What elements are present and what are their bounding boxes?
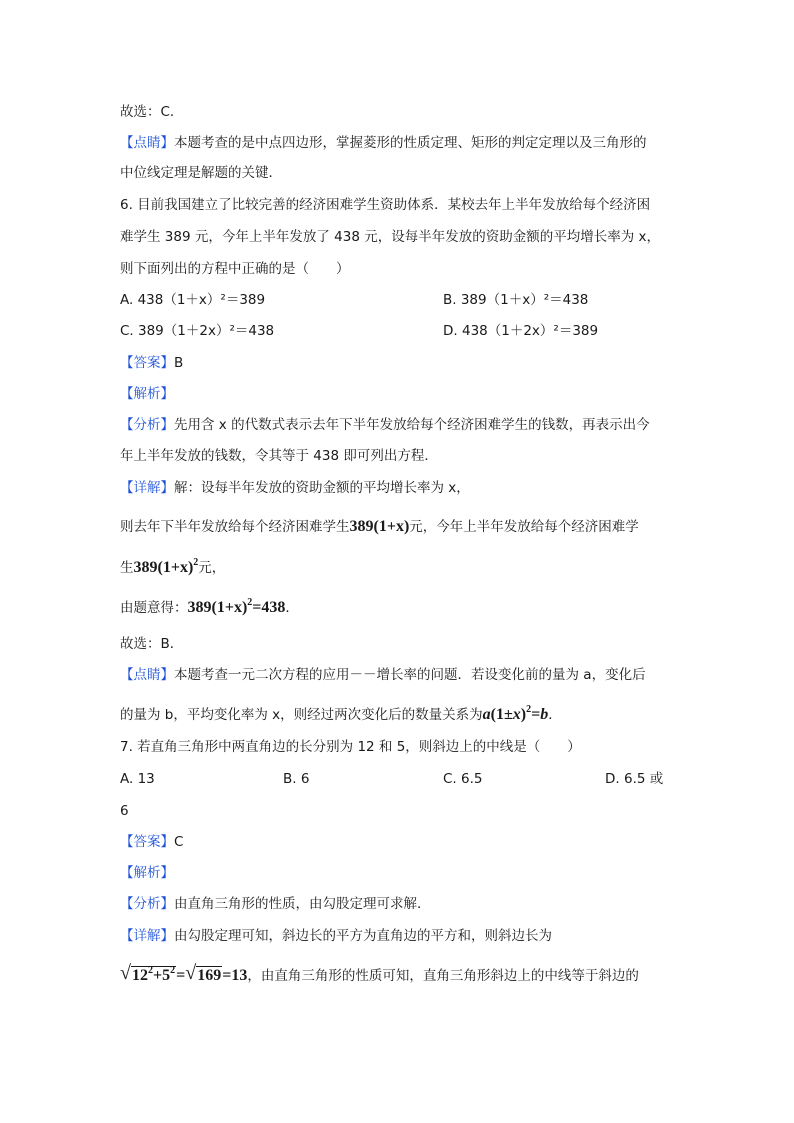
detail-text-2b: 元，今年上半年发放给每个经济困难学	[409, 519, 639, 535]
conclusion-line-5: 故选：C．	[120, 104, 184, 120]
comment-tag: 【点睛】	[120, 135, 174, 151]
q7-option-c: C. 6.5	[443, 771, 483, 787]
formula-mid: (1±	[490, 706, 513, 723]
q7-detail-line-2	[120, 962, 639, 985]
formula-base: 389(1+x)	[133, 559, 194, 576]
formula-a-1-pm-x-squared-eq-b	[483, 706, 549, 723]
q6-detail	[120, 479, 470, 497]
q6-detail-line-3	[120, 559, 225, 577]
analysis-tag: 【分析】	[120, 896, 174, 912]
radical-icon: √	[185, 962, 197, 984]
sqrt-169-value: 169	[197, 967, 222, 984]
detail-text-2b: ，由直角三角形的性质可知，直角三角形斜边上的中线等于斜边的	[247, 968, 639, 984]
analysis-tag: 【分析】	[120, 417, 174, 433]
q6-detail-line-2	[120, 518, 639, 536]
formula-exponent: 2	[193, 557, 199, 568]
answer-tag: 【答案】	[120, 834, 174, 850]
detail-text-4a: 由题意得：	[120, 600, 188, 616]
sqrt-term-5: +5	[153, 967, 171, 984]
sqrt-169	[185, 962, 222, 985]
q6-answer	[120, 354, 183, 372]
q6-analysis-cont: 年上半年发放的钱数，令其等于 438 即可列出方程．	[120, 448, 438, 464]
detail-text-3b: 元，	[198, 560, 226, 576]
answer-value: B	[174, 355, 184, 371]
answer-value: C	[174, 834, 184, 850]
comment-tag: 【点睛】	[120, 667, 174, 683]
q7-option-a: A. 13	[120, 771, 155, 787]
sqrt-exp-2: 2	[170, 965, 176, 976]
formula-a: a	[482, 706, 491, 723]
sqrt-12-5	[120, 962, 176, 985]
formula-389-1-plus-x-squared	[134, 559, 199, 576]
q6-option-a: A. 438（1＋x）²＝389	[120, 292, 266, 308]
formula-389-1-plus-x: 389(1+x)	[349, 518, 410, 535]
detail-tag: 【详解】	[120, 928, 174, 944]
comment-text-2b: ．	[548, 707, 562, 723]
comment-text-2a: 的量为 b，平均变化率为 x，则经过两次变化后的数量关系为	[120, 707, 483, 723]
formula-x: x	[512, 706, 521, 723]
q6-option-b: B. 389（1＋x）²＝438	[443, 292, 589, 308]
q6-option-c: C. 389（1＋2x）²＝438	[120, 323, 275, 339]
analysis-text: 先用含 x 的代数式表示去年下半年发放给每个经济困难学生的钱数，再表示出今	[174, 417, 650, 433]
q7-answer	[120, 833, 183, 851]
q6-stem-1: 6. 目前我国建立了比较完善的经济困难学生资助体系．某校去年上半年发放给每个经济困	[120, 197, 651, 213]
analysis-text: 由直角三角形的性质，由勾股定理可求解．	[174, 896, 431, 912]
q7-analysis-heading: 【解析】	[120, 865, 174, 881]
q6-conclusion: 故选：B．	[120, 636, 184, 652]
q7-detail	[120, 927, 552, 945]
q6-stem-3: 则下面列出的方程中正确的是（ ）	[120, 261, 350, 277]
detail-text-4b: ．	[285, 600, 299, 616]
q6-analysis	[120, 416, 650, 434]
sqrt-exp-1: 2	[148, 965, 153, 976]
comment-text: 本题考查的是中点四边形，掌握菱形的性质定理、矩形的判定定理以及三角形的	[174, 135, 647, 151]
detail-text: 由勾股定理可知，斜边长的平方为直角边的平方和，则斜边长为	[174, 928, 552, 944]
answer-tag: 【答案】	[120, 355, 174, 371]
formula-eq: =	[531, 706, 541, 723]
q6-detail-line-4	[120, 599, 299, 617]
equation-base: 389(1+x)	[187, 599, 248, 616]
sqrt-term-12: 12	[132, 967, 148, 984]
formula-eq-1: =	[176, 967, 186, 984]
q7-option-d-cont: 6	[120, 803, 129, 819]
radical-icon: √	[120, 962, 131, 984]
detail-text: 解：设每半年发放的资助金额的平均增长率为 x，	[174, 480, 470, 496]
q7-analysis	[120, 895, 431, 913]
q7-option-d: D. 6.5 或	[605, 771, 664, 787]
q6-option-d: D. 438（1＋2x）²＝389	[443, 323, 599, 339]
formula-sqrt-hypotenuse	[120, 962, 248, 984]
formula-b: b	[540, 706, 549, 723]
formula-close: )	[520, 706, 527, 723]
detail-tag: 【详解】	[120, 480, 174, 496]
q6-analysis-heading: 【解析】	[120, 386, 174, 402]
formula-exponent: 2	[526, 704, 532, 715]
comment-5	[120, 134, 647, 152]
detail-text-3a: 生	[120, 560, 134, 576]
equation-exponent: 2	[247, 597, 253, 608]
comment-5-cont: 中位线定理是解题的关键．	[120, 165, 282, 181]
comment-text: 本题考查一元二次方程的应用－－增长率的问题．若设变化前的量为 a，变化后	[174, 667, 646, 683]
q7-option-b: B. 6	[283, 771, 310, 787]
formula-eq-2: =13	[222, 967, 248, 984]
q6-comment-line-2	[120, 706, 562, 724]
q7-stem: 7. 若直角三角形中两直角边的长分别为 12 和 5，则斜边上的中线是（ ）	[120, 739, 581, 755]
detail-text-2a: 则去年下半年发放给每个经济困难学生	[120, 519, 350, 535]
equation-rhs: =438	[252, 599, 286, 616]
q6-stem-2: 难学生 389 元，今年上半年发放了 438 元，设每半年发放的资助金额的平均增长率为 x，	[120, 229, 660, 245]
q6-comment	[120, 666, 646, 684]
equation-389-1-plus-x-squared-eq-438	[188, 599, 286, 616]
